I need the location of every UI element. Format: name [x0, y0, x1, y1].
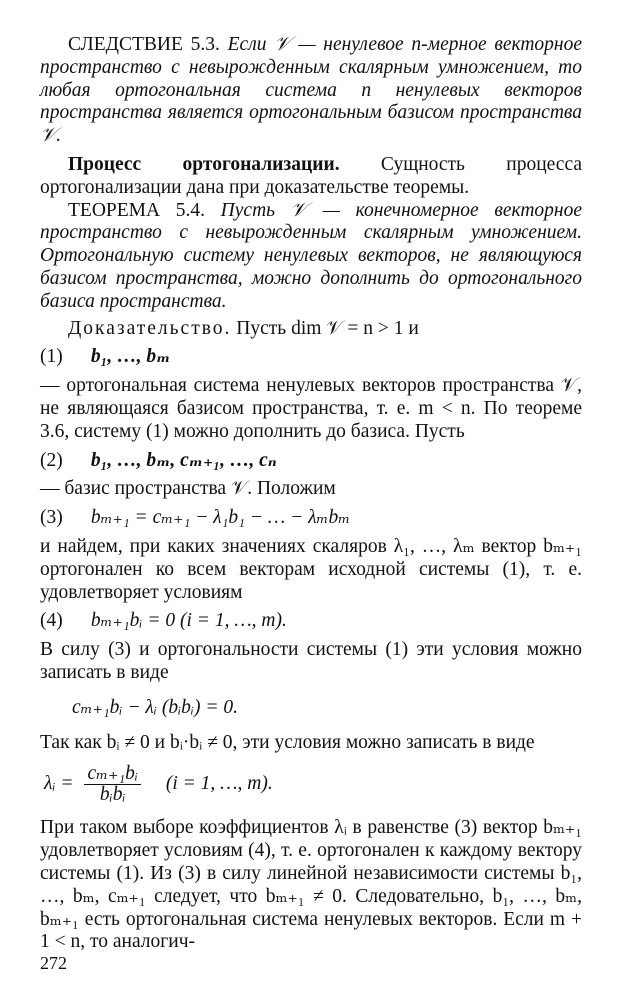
corollary-paragraph [40, 34, 582, 148]
equation-2-body: b₁, …, bₘ, cₘ₊₁, …, cₙ [90, 449, 277, 471]
corollary-text: Если 𝒱 — ненулевое n-мерное векторное пространство с невырожденным скалярным умножением, то любая ортогональная система n ненулевых векторов пространства является ортогональным базисом пространства 𝒱. [40, 34, 582, 147]
equation-4-body: bₘ₊₁bᵢ = 0 (i = 1, …, m). [90, 610, 287, 632]
equation-6-numerator: cₘ₊₁bᵢ [84, 764, 141, 785]
equation-6-fraction [84, 764, 141, 805]
process-text: Сущность процесса ортогонализации дана при доказательстве теоремы. [40, 153, 583, 198]
equation-3-number: (3) [40, 507, 63, 529]
equation-2-number: (2) [40, 449, 63, 471]
equation-3-body: bₘ₊₁ = cₘ₊₁ − λ₁b₁ − … − λₘbₘ [90, 507, 351, 529]
equation-5 [40, 697, 582, 720]
equation-5-body: cₘ₊₁bᵢ − λᵢ (bᵢbᵢ) = 0. [72, 696, 239, 718]
equation-1-body: b₁, …, bₘ [90, 346, 171, 368]
equation-4-number: (4) [40, 610, 63, 632]
equation-1 [40, 346, 582, 369]
process-heading: Процесс ортогонализации. [68, 153, 340, 175]
theorem-title: ТЕОРЕМА 5.4. [68, 199, 205, 221]
equation-6-denominator: bᵢbᵢ [99, 784, 126, 806]
equation-3 [40, 507, 582, 530]
proof-paragraph-2: — базис пространства 𝒱. Положим [40, 478, 336, 500]
process-paragraph [40, 154, 582, 200]
proof-paragraph-6: При таком выборе коэффициентов λᵢ в равенстве (3) вектор bₘ₊₁ удовлетворяет условиям (4), т. е. ортогонален к каждому вектору системы (1). Из (3) в силу линейной независимости системы b₁, …, bₘ, cₘ₊₁ следует, что bₘ₊₁ ≠ 0. Следовательно, b₁, …, bₘ, bₘ₊₁ есть ортогональная система ненулевых векторов. Если m + 1 < n, то аналогич- [40, 817, 582, 953]
proof-paragraph-3: и найдем, при каких значениях скаляров λ₁, …, λₘ вектор bₘ₊₁ ортогонален ко всем векторам исходной системы (1), т. е. удовлетворяет условиям [40, 535, 582, 603]
equation-6-rhs: (i = 1, …, m). [165, 773, 273, 795]
equation-2 [40, 450, 582, 473]
proof-intro: Пусть dim 𝒱 = n > 1 и [236, 317, 419, 339]
page-number: 272 [40, 953, 67, 973]
proof-paragraph-5: Так как bᵢ ≠ 0 и bᵢ·bᵢ ≠ 0, эти условия можно записать в виде [40, 731, 535, 753]
equation-1-number: (1) [40, 346, 63, 368]
equation-6 [40, 764, 582, 805]
corollary-title: СЛЕДСТВИЕ 5.3. [68, 34, 220, 55]
proof-paragraph-4: В силу (3) и ортогональности системы (1) эти условия можно записать в виде [40, 639, 582, 683]
theorem-text: Пусть 𝒱 — конечномерное векторное пространство с невырожденным скалярным умножением. Ортогональную систему ненулевых векторов, не являющуюся базисом пространства, можно дополнить до ортогонального базиса пространства. [40, 199, 582, 312]
equation-6-lhs: λᵢ = [44, 773, 74, 795]
proof-paragraph-1: — ортогональная система ненулевых векторов пространства 𝒱, не являющаяся базисом пространства, т. е. m < n. По теореме 3.6, систему (1) можно дополнить до базиса. Пусть [40, 375, 582, 442]
proof-label: Доказательство. [68, 317, 232, 339]
equation-4 [40, 610, 582, 633]
theorem-paragraph [40, 200, 582, 314]
proof-intro-paragraph [40, 318, 582, 341]
